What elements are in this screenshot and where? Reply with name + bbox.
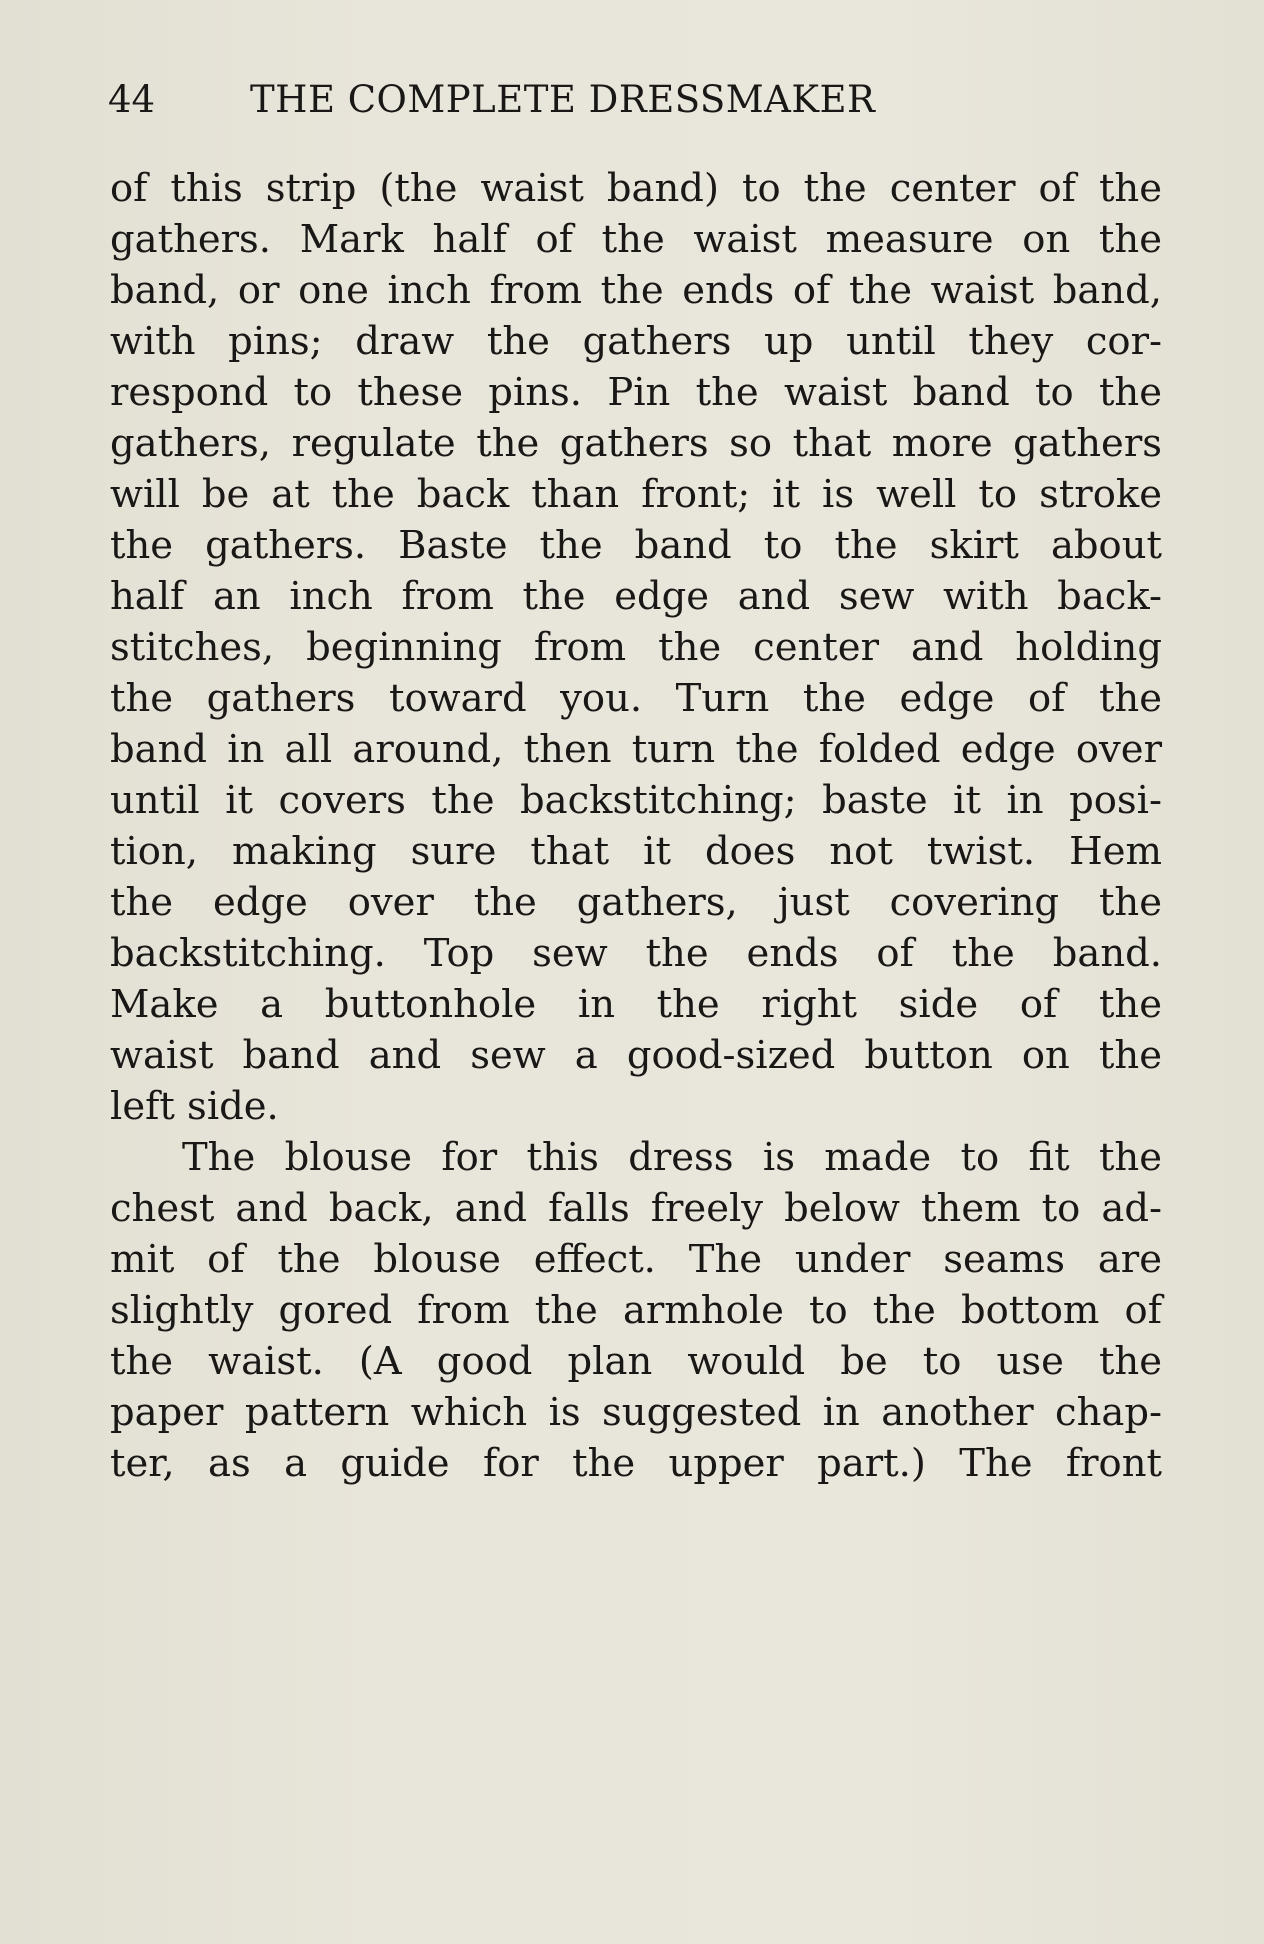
- text-line: gathers, regulate the gathers so that more gathers: [110, 421, 1162, 466]
- text-line: stitches, beginning from the center and holding: [110, 625, 1162, 670]
- text-line: gathers. Mark half of the waist measure on the: [110, 217, 1162, 262]
- text-line: tion, making sure that it does not twist. Hem: [110, 829, 1162, 874]
- page-header: [108, 74, 1168, 126]
- text-line: will be at the back than front; it is well to stroke: [110, 472, 1162, 517]
- text-line: until it covers the backstitching; baste it in posi-: [110, 778, 1162, 823]
- text-line: ter, as a guide for the upper part.) The front: [110, 1441, 1162, 1486]
- text-line: half an inch from the edge and sew with back-: [110, 574, 1162, 619]
- text-line: left side.: [110, 1084, 279, 1129]
- text-line: waist band and sew a good-sized button on the: [110, 1033, 1162, 1078]
- text-line: slightly gored from the armhole to the bottom of: [110, 1288, 1162, 1333]
- page-number: 44: [108, 78, 156, 121]
- text-line: the waist. (A good plan would be to use the: [110, 1339, 1162, 1384]
- text-line: the gathers toward you. Turn the edge of the: [110, 676, 1162, 721]
- text-line: band, or one inch from the ends of the waist band,: [110, 268, 1162, 313]
- text-line: band in all around, then turn the folded edge over: [110, 727, 1162, 772]
- text-line: with pins; draw the gathers up until they cor-: [110, 319, 1162, 364]
- text-line: the edge over the gathers, just covering the: [110, 880, 1162, 925]
- text-line: of this strip (the waist band) to the center of the: [110, 166, 1162, 211]
- text-line: respond to these pins. Pin the waist band to the: [110, 370, 1162, 415]
- text-line: chest and back, and falls freely below them to ad-: [110, 1186, 1162, 1231]
- text-line: the gathers. Baste the band to the skirt about: [110, 523, 1162, 568]
- text-line: backstitching. Top sew the ends of the band.: [110, 931, 1162, 976]
- text-line: The blouse for this dress is made to fit the: [182, 1135, 1162, 1180]
- running-head: THE COMPLETE DRESSMAKER: [250, 78, 876, 121]
- text-line: Make a buttonhole in the right side of the: [110, 982, 1162, 1027]
- text-line: paper pattern which is suggested in another chap-: [110, 1390, 1162, 1435]
- text-line: mit of the blouse effect. The under seams are: [110, 1237, 1162, 1282]
